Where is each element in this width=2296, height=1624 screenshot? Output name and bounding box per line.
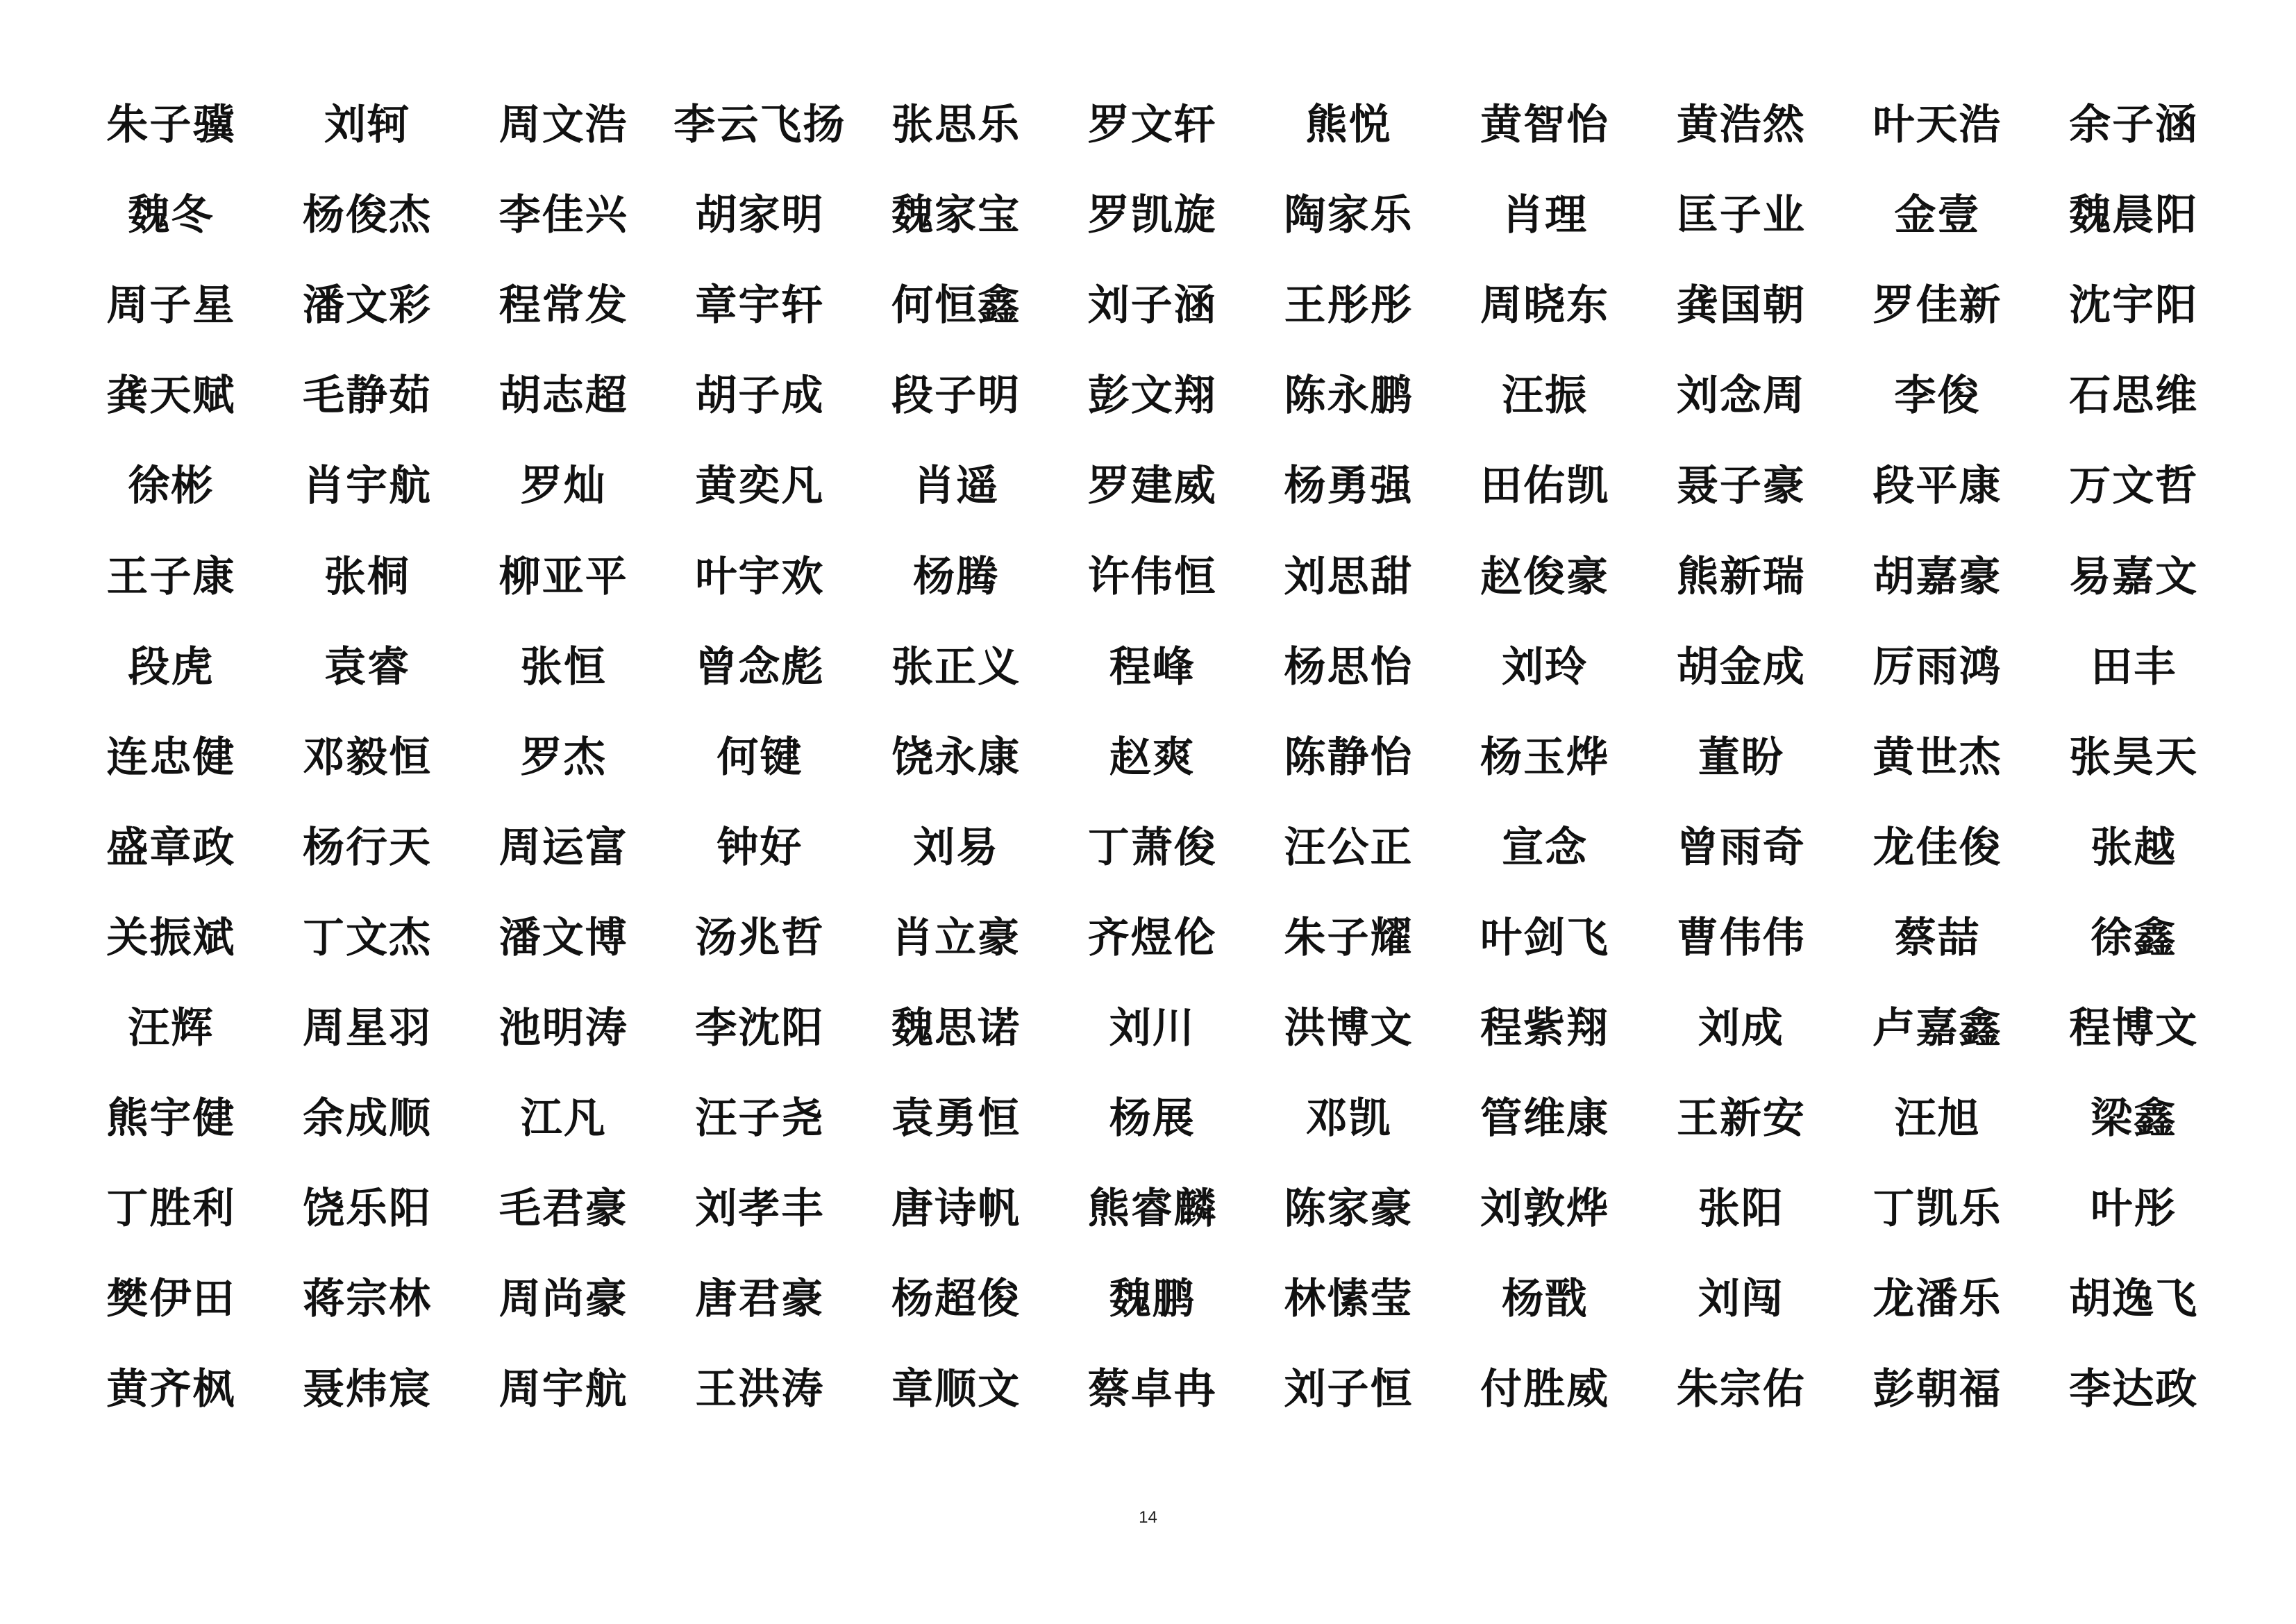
name-cell: 邓毅恒 bbox=[303, 733, 433, 782]
name-cell: 毛静茹 bbox=[303, 371, 433, 421]
name-cell: 管维康 bbox=[1480, 1094, 1610, 1144]
name-cell: 曹伟伟 bbox=[1676, 913, 1806, 962]
name-cell: 潘文博 bbox=[498, 913, 628, 962]
name-cell: 肖遥 bbox=[913, 462, 1000, 511]
name-cell: 王子康 bbox=[106, 552, 236, 601]
name-cell: 曾念彪 bbox=[695, 642, 825, 692]
name-cell: 徐鑫 bbox=[2090, 913, 2177, 962]
name-cell: 田丰 bbox=[2090, 642, 2177, 692]
name-cell: 李沈阳 bbox=[695, 1003, 825, 1053]
name-cell: 龙潘乐 bbox=[1872, 1275, 2002, 1324]
name-cell: 余子涵 bbox=[2069, 101, 2199, 150]
name-cell: 卢嘉鑫 bbox=[1872, 1003, 2002, 1053]
name-cell: 潘文彩 bbox=[303, 281, 433, 330]
name-cell: 李佳兴 bbox=[498, 191, 628, 240]
name-cell: 聂子豪 bbox=[1676, 462, 1806, 511]
name-cell: 彭朝福 bbox=[1872, 1365, 2002, 1414]
name-cell: 罗杰 bbox=[520, 733, 607, 782]
name-cell: 陶家乐 bbox=[1284, 191, 1414, 240]
name-cell: 杨超俊 bbox=[891, 1275, 1021, 1324]
name-cell: 周星羽 bbox=[303, 1003, 433, 1053]
name-cell: 胡嘉豪 bbox=[1872, 552, 2002, 601]
name-cell: 魏家宝 bbox=[891, 191, 1021, 240]
name-cell: 刘玲 bbox=[1502, 642, 1589, 692]
name-cell: 钟好 bbox=[717, 823, 803, 872]
name-cell: 胡逸飞 bbox=[2069, 1275, 2199, 1324]
name-cell: 匡子业 bbox=[1676, 191, 1806, 240]
name-cell: 黄奕凡 bbox=[695, 462, 825, 511]
name-cell: 池明涛 bbox=[498, 1003, 628, 1053]
name-cell: 王新安 bbox=[1676, 1094, 1806, 1144]
name-cell: 蔡卓冉 bbox=[1087, 1365, 1217, 1414]
name-cell: 张昊天 bbox=[2069, 733, 2199, 782]
name-cell: 周运富 bbox=[498, 823, 628, 872]
name-cell: 龚天赋 bbox=[106, 371, 236, 421]
name-cell: 罗凯旋 bbox=[1087, 191, 1217, 240]
name-cell: 张越 bbox=[2090, 823, 2177, 872]
name-cell: 蒋宗林 bbox=[303, 1275, 433, 1324]
name-cell: 张恒 bbox=[520, 642, 607, 692]
name-cell: 易嘉文 bbox=[2069, 552, 2199, 601]
name-cell: 何恒鑫 bbox=[891, 281, 1021, 330]
name-cell: 张阳 bbox=[1698, 1184, 1784, 1234]
name-cell: 刘川 bbox=[1109, 1003, 1196, 1053]
name-cell: 刘子涵 bbox=[1087, 281, 1217, 330]
name-cell: 段平康 bbox=[1872, 462, 2002, 511]
name-cell: 龙佳俊 bbox=[1872, 823, 2002, 872]
name-cell: 叶宇欢 bbox=[695, 552, 825, 601]
page-number: 14 bbox=[1139, 1508, 1157, 1527]
name-cell: 饶永康 bbox=[891, 733, 1021, 782]
name-cell: 叶彤 bbox=[2090, 1184, 2177, 1234]
name-cell: 饶乐阳 bbox=[303, 1184, 433, 1234]
name-cell: 黄智怡 bbox=[1480, 101, 1610, 150]
name-cell: 肖立豪 bbox=[891, 913, 1021, 962]
name-cell: 汪旭 bbox=[1894, 1094, 1981, 1144]
name-cell: 林愫莹 bbox=[1284, 1275, 1414, 1324]
name-cell: 金壹 bbox=[1894, 191, 1981, 240]
name-cell: 沈宇阳 bbox=[2069, 281, 2199, 330]
name-cell: 石思维 bbox=[2069, 371, 2199, 421]
name-cell: 田佑凯 bbox=[1480, 462, 1610, 511]
name-cell: 曾雨奇 bbox=[1676, 823, 1806, 872]
name-cell: 罗文轩 bbox=[1087, 101, 1217, 150]
name-cell: 熊宇健 bbox=[106, 1094, 236, 1144]
name-cell: 刘轲 bbox=[324, 101, 411, 150]
name-cell: 朱宗佑 bbox=[1676, 1365, 1806, 1414]
name-cell: 叶剑飞 bbox=[1480, 913, 1610, 962]
name-cell: 汪振 bbox=[1502, 371, 1589, 421]
name-cell: 周子星 bbox=[106, 281, 236, 330]
name-cell: 程紫翔 bbox=[1480, 1003, 1610, 1053]
name-cell: 魏晨阳 bbox=[2069, 191, 2199, 240]
name-cell: 胡志超 bbox=[498, 371, 628, 421]
name-cell: 杨俊杰 bbox=[303, 191, 433, 240]
name-cell: 叶天浩 bbox=[1872, 101, 2002, 150]
name-cell: 丁胜利 bbox=[106, 1184, 236, 1234]
name-cell: 胡金成 bbox=[1676, 642, 1806, 692]
name-cell: 刘易 bbox=[913, 823, 1000, 872]
name-cell: 刘成 bbox=[1698, 1003, 1784, 1053]
name-cell: 丁萧俊 bbox=[1087, 823, 1217, 872]
name-cell: 袁睿 bbox=[324, 642, 411, 692]
name-cell: 杨思怡 bbox=[1284, 642, 1414, 692]
name-cell: 赵俊豪 bbox=[1480, 552, 1610, 601]
name-cell: 刘孝丰 bbox=[695, 1184, 825, 1234]
name-cell: 章宇轩 bbox=[695, 281, 825, 330]
name-cell: 唐诗帆 bbox=[891, 1184, 1021, 1234]
name-cell: 周晓东 bbox=[1480, 281, 1610, 330]
name-cell: 张正义 bbox=[891, 642, 1021, 692]
name-cell: 黄世杰 bbox=[1872, 733, 2002, 782]
name-cell: 肖理 bbox=[1502, 191, 1589, 240]
name-cell: 胡子成 bbox=[695, 371, 825, 421]
name-cell: 聂炜宸 bbox=[303, 1365, 433, 1414]
name-cell: 朱子耀 bbox=[1284, 913, 1414, 962]
name-cell: 邓凯 bbox=[1305, 1094, 1392, 1144]
name-cell: 袁勇恒 bbox=[891, 1094, 1021, 1144]
name-cell: 朱子骥 bbox=[106, 101, 236, 150]
name-cell: 刘念周 bbox=[1676, 371, 1806, 421]
name-cell: 陈静怡 bbox=[1284, 733, 1414, 782]
name-cell: 彭文翔 bbox=[1087, 371, 1217, 421]
name-cell: 徐彬 bbox=[128, 462, 215, 511]
name-cell: 陈永鹏 bbox=[1284, 371, 1414, 421]
name-cell: 魏冬 bbox=[128, 191, 215, 240]
name-cell: 汤兆哲 bbox=[695, 913, 825, 962]
name-cell: 余成顺 bbox=[303, 1094, 433, 1144]
name-cell: 魏思诺 bbox=[891, 1003, 1021, 1053]
name-cell: 李云飞扬 bbox=[673, 101, 846, 150]
name-cell: 关振斌 bbox=[106, 913, 236, 962]
name-cell: 魏鹏 bbox=[1109, 1275, 1196, 1324]
name-cell: 周文浩 bbox=[498, 101, 628, 150]
name-cell: 罗佳新 bbox=[1872, 281, 2002, 330]
name-cell: 段虎 bbox=[128, 642, 215, 692]
name-cell: 杨勇强 bbox=[1284, 462, 1414, 511]
name-cell: 段子明 bbox=[891, 371, 1021, 421]
name-cell: 宣念 bbox=[1502, 823, 1589, 872]
name-cell: 龚国朝 bbox=[1676, 281, 1806, 330]
name-cell: 丁凯乐 bbox=[1872, 1184, 2002, 1234]
name-cell: 肖宇航 bbox=[303, 462, 433, 511]
name-cell: 付胜威 bbox=[1480, 1365, 1610, 1414]
name-cell: 洪博文 bbox=[1284, 1003, 1414, 1053]
name-cell: 樊伊田 bbox=[106, 1275, 236, 1324]
name-cell: 熊新瑞 bbox=[1676, 552, 1806, 601]
name-cell: 汪辉 bbox=[128, 1003, 215, 1053]
name-cell: 丁文杰 bbox=[303, 913, 433, 962]
name-cell: 陈家豪 bbox=[1284, 1184, 1414, 1234]
name-cell: 程峰 bbox=[1109, 642, 1196, 692]
name-cell: 杨玉烨 bbox=[1480, 733, 1610, 782]
name-cell: 汪公正 bbox=[1284, 823, 1414, 872]
name-cell: 齐煜伦 bbox=[1087, 913, 1217, 962]
name-cell: 董盼 bbox=[1698, 733, 1784, 782]
name-cell: 张桐 bbox=[324, 552, 411, 601]
name-cell: 蔡喆 bbox=[1894, 913, 1981, 962]
name-cell: 熊睿麟 bbox=[1087, 1184, 1217, 1234]
name-cell: 周尚豪 bbox=[498, 1275, 628, 1324]
name-grid bbox=[73, 80, 2232, 1434]
name-cell: 杨行天 bbox=[303, 823, 433, 872]
name-cell: 厉雨鸿 bbox=[1872, 642, 2002, 692]
name-cell: 王洪涛 bbox=[695, 1365, 825, 1414]
name-cell: 李达政 bbox=[2069, 1365, 2199, 1414]
name-cell: 王彤彤 bbox=[1284, 281, 1414, 330]
name-cell: 江凡 bbox=[520, 1094, 607, 1144]
name-cell: 许伟恒 bbox=[1087, 552, 1217, 601]
name-cell: 刘子恒 bbox=[1284, 1365, 1414, 1414]
name-cell: 程常发 bbox=[498, 281, 628, 330]
name-cell: 杨展 bbox=[1109, 1094, 1196, 1144]
name-cell: 胡家明 bbox=[695, 191, 825, 240]
name-cell: 盛章政 bbox=[106, 823, 236, 872]
name-cell: 刘敦烨 bbox=[1480, 1184, 1610, 1234]
name-cell: 梁鑫 bbox=[2090, 1094, 2177, 1144]
name-cell: 连忠健 bbox=[106, 733, 236, 782]
name-cell: 何键 bbox=[717, 733, 803, 782]
name-cell: 周宇航 bbox=[498, 1365, 628, 1414]
name-cell: 刘闯 bbox=[1698, 1275, 1784, 1324]
name-cell: 万文哲 bbox=[2069, 462, 2199, 511]
name-cell: 汪子尧 bbox=[695, 1094, 825, 1144]
name-cell: 程博文 bbox=[2069, 1003, 2199, 1053]
name-cell: 章顺文 bbox=[891, 1365, 1021, 1414]
name-cell: 熊悦 bbox=[1305, 101, 1392, 150]
name-cell: 张思乐 bbox=[891, 101, 1021, 150]
name-cell: 刘思甜 bbox=[1284, 552, 1414, 601]
name-cell: 杨腾 bbox=[913, 552, 1000, 601]
name-cell: 杨戬 bbox=[1502, 1275, 1589, 1324]
name-cell: 柳亚平 bbox=[498, 552, 628, 601]
name-cell: 罗灿 bbox=[520, 462, 607, 511]
name-cell: 李俊 bbox=[1894, 371, 1981, 421]
name-cell: 罗建威 bbox=[1087, 462, 1217, 511]
name-cell: 毛君豪 bbox=[498, 1184, 628, 1234]
name-cell: 赵爽 bbox=[1109, 733, 1196, 782]
name-cell: 黄浩然 bbox=[1676, 101, 1806, 150]
name-cell: 唐君豪 bbox=[695, 1275, 825, 1324]
name-cell: 黄齐枫 bbox=[106, 1365, 236, 1414]
